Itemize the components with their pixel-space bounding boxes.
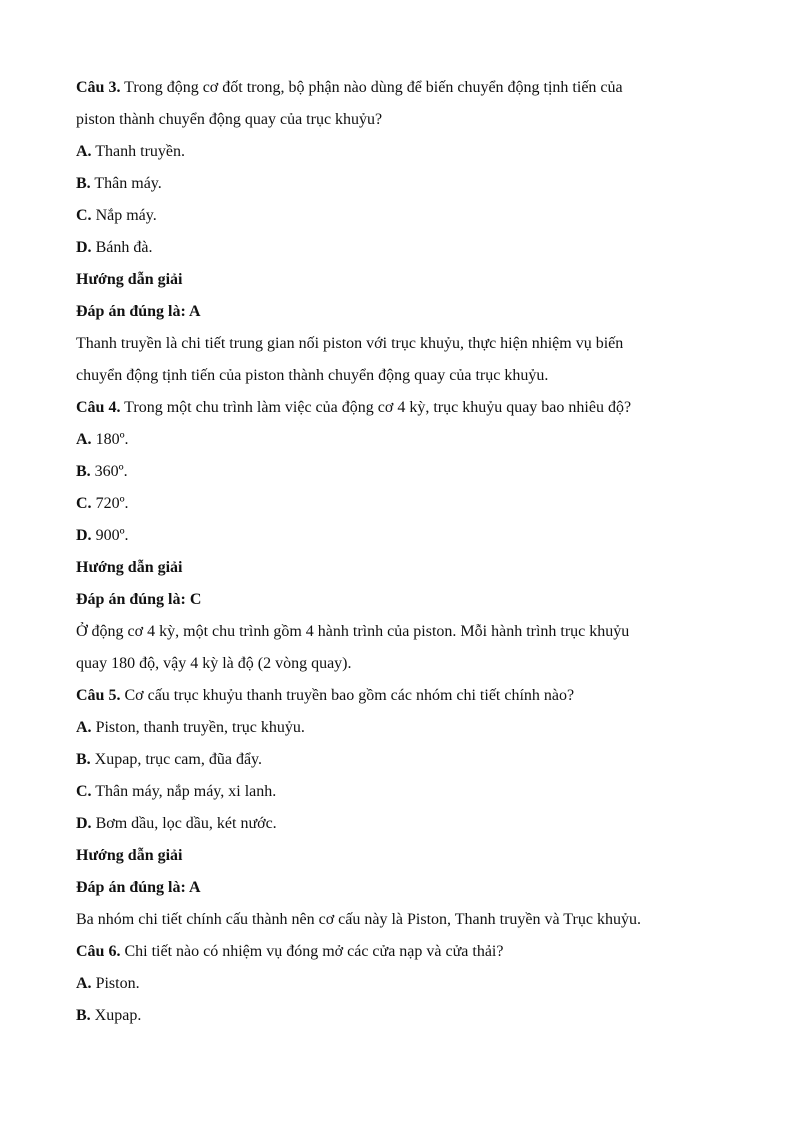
option-text: Piston, thanh truyền, trục khuỷu. — [91, 719, 305, 736]
question-4-option-a — [76, 424, 726, 456]
question-3-option-c — [76, 200, 726, 232]
question-4-option-c — [76, 488, 726, 520]
option-text: Nắp máy. — [91, 207, 157, 224]
option-text: Thân máy. — [90, 175, 162, 192]
question-3-text: Trong động cơ đốt trong, bộ phận nào dùng để biến chuyển động tịnh tiến của — [120, 79, 623, 96]
question-5-option-c — [76, 776, 726, 808]
question-4-guide-heading: Hướng dẫn giải — [76, 559, 183, 576]
question-6-label: Câu 6. — [76, 943, 121, 960]
question-4-line-1 — [76, 392, 726, 424]
question-5-option-b — [76, 744, 726, 776]
option-text: Xupap, trục cam, đũa đẩy. — [90, 751, 263, 768]
question-5-text: Cơ cấu trục khuỷu thanh truyền bao gồm các nhóm chi tiết chính nào? — [120, 687, 575, 704]
question-4-label: Câu 4. — [76, 399, 121, 416]
question-5-option-d — [76, 808, 726, 840]
option-text: Thanh truyền. — [91, 143, 186, 160]
question-6-option-a — [76, 968, 726, 1000]
option-text: Bánh đà. — [91, 239, 153, 256]
option-letter: D. — [76, 815, 92, 832]
question-6-line-1 — [76, 936, 726, 968]
question-3-guide-heading: Hướng dẫn giải — [76, 271, 183, 288]
question-3-label: Câu 3. — [76, 79, 121, 96]
option-letter: A. — [76, 719, 92, 736]
question-3-line-2: piston thành chuyển động quay của trục khuỷu? — [76, 111, 383, 128]
option-text: Bơm dầu, lọc dầu, két nước. — [91, 815, 277, 832]
option-letter: C. — [76, 207, 92, 224]
question-5-label: Câu 5. — [76, 687, 121, 704]
question-3-option-a — [76, 136, 726, 168]
question-4-option-d — [76, 520, 726, 552]
option-letter: A. — [76, 431, 92, 448]
question-5-guide-heading: Hướng dẫn giải — [76, 847, 183, 864]
option-letter: A. — [76, 143, 92, 160]
option-text: 360º. — [90, 463, 128, 480]
option-letter: A. — [76, 975, 92, 992]
question-4-explanation-line-2: quay 180 độ, vậy 4 kỳ là độ (2 vòng quay). — [76, 655, 352, 672]
question-4-text: Trong một chu trình làm việc của động cơ 4 kỳ, trục khuỷu quay bao nhiêu độ? — [120, 399, 632, 416]
option-text: 180º. — [91, 431, 129, 448]
question-4-answer: Đáp án đúng là: C — [76, 591, 202, 608]
question-3-option-d — [76, 232, 726, 264]
question-3-line-1 — [76, 72, 726, 104]
question-5-explanation-line-1: Ba nhóm chi tiết chính cấu thành nên cơ cấu này là Piston, Thanh truyền và Trục khuỷu. — [76, 911, 641, 928]
option-text: Piston. — [91, 975, 140, 992]
option-text: Thân máy, nắp máy, xi lanh. — [91, 783, 277, 800]
option-letter: B. — [76, 1007, 91, 1024]
option-letter: B. — [76, 175, 91, 192]
question-5-line-1 — [76, 680, 726, 712]
option-text: Xupap. — [90, 1007, 142, 1024]
option-letter: D. — [76, 239, 92, 256]
question-3-answer: Đáp án đúng là: A — [76, 303, 201, 320]
option-text: 720º. — [91, 495, 129, 512]
option-letter: C. — [76, 783, 92, 800]
question-4-option-b — [76, 456, 726, 488]
document-page — [76, 72, 726, 1032]
option-letter: B. — [76, 463, 91, 480]
question-4-explanation-line-1: Ở động cơ 4 kỳ, một chu trình gồm 4 hành trình của piston. Mỗi hành trình trục khuỷu — [76, 623, 630, 640]
question-3-explanation-line-2: chuyển động tịnh tiến của piston thành chuyển động quay của trục khuỷu. — [76, 367, 549, 384]
option-letter: D. — [76, 527, 92, 544]
question-6-text: Chi tiết nào có nhiệm vụ đóng mở các cửa nạp và cửa thải? — [120, 943, 504, 960]
question-5-option-a — [76, 712, 726, 744]
option-letter: B. — [76, 751, 91, 768]
question-6-option-b — [76, 1000, 726, 1032]
option-letter: C. — [76, 495, 92, 512]
question-3-explanation-line-1: Thanh truyền là chi tiết trung gian nối piston với trục khuỷu, thực hiện nhiệm vụ biến — [76, 335, 624, 352]
question-5-answer: Đáp án đúng là: A — [76, 879, 201, 896]
question-3-option-b — [76, 168, 726, 200]
option-text: 900º. — [91, 527, 129, 544]
